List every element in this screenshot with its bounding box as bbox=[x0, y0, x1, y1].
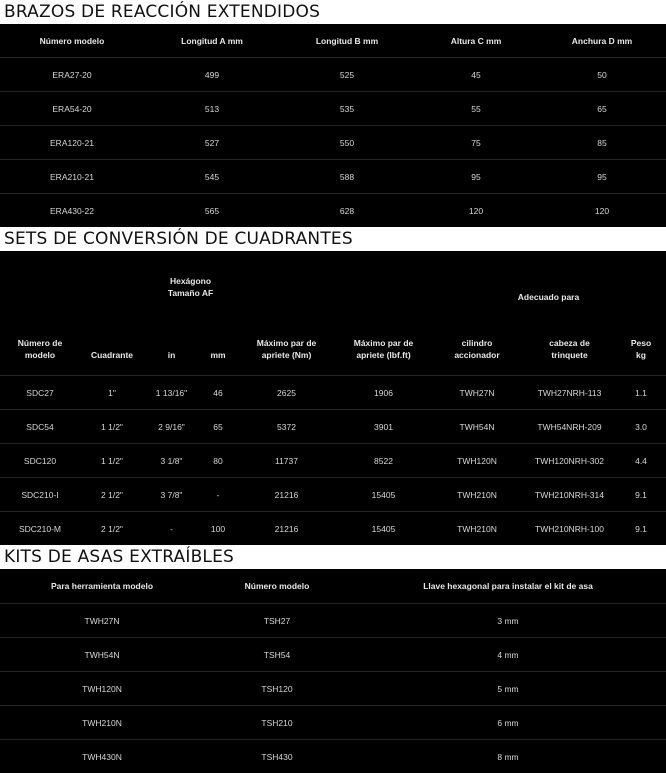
cell: TSH27 bbox=[204, 604, 350, 638]
cell: 46 bbox=[199, 376, 237, 410]
cell: 80 bbox=[199, 444, 237, 478]
cell: TWH120N bbox=[431, 444, 523, 478]
cell: TWH210N bbox=[431, 512, 523, 546]
col-header-height-c: Altura C mm bbox=[414, 24, 538, 58]
cell: 5372 bbox=[237, 410, 336, 444]
cell: 100 bbox=[199, 512, 237, 546]
cell: 565 bbox=[144, 194, 280, 228]
cell: 545 bbox=[144, 160, 280, 194]
col-header-max-torque-lbft: Máximo par de apriete (lbf.ft) bbox=[336, 323, 431, 376]
cell: SDC27 bbox=[0, 376, 80, 410]
cell: TSH120 bbox=[204, 672, 350, 706]
cell: 3 mm bbox=[350, 604, 666, 638]
cell: 15405 bbox=[336, 512, 431, 546]
col-header-model: Número de modelo bbox=[0, 323, 80, 376]
cell: 65 bbox=[538, 92, 666, 126]
col-header-hex-key: Llave hexagonal para instalar el kit de asa bbox=[350, 569, 666, 604]
cell: ERA54-20 bbox=[0, 92, 144, 126]
cell: 513 bbox=[144, 92, 280, 126]
reaction-arms-table bbox=[0, 24, 666, 227]
col-header-drive: Cuadrante bbox=[80, 323, 144, 376]
table-row bbox=[0, 194, 666, 228]
group-hex-line1: Hexágono bbox=[170, 276, 211, 286]
cell: 628 bbox=[280, 194, 414, 228]
section-title-removable-handle-kits: KITS DE ASAS EXTRAÍBLES bbox=[0, 545, 666, 569]
cell: TWH54N bbox=[431, 410, 523, 444]
cell: 3901 bbox=[336, 410, 431, 444]
section-title-reaction-arms: BRAZOS DE REACCIÓN EXTENDIDOS bbox=[0, 0, 666, 24]
table-row bbox=[0, 478, 666, 512]
handle-kits-table bbox=[0, 569, 666, 773]
cell: 535 bbox=[280, 92, 414, 126]
cell: 1906 bbox=[336, 376, 431, 410]
cell: 525 bbox=[280, 58, 414, 92]
cell: 50 bbox=[538, 58, 666, 92]
cell: 1" bbox=[80, 376, 144, 410]
cell: 6 mm bbox=[350, 706, 666, 740]
cell: ERA120-21 bbox=[0, 126, 144, 160]
cell: 3.0 bbox=[616, 410, 666, 444]
cell: 1 13/16" bbox=[144, 376, 199, 410]
col-header-weight: Peso kg bbox=[616, 323, 666, 376]
col-header-ratchet-head: cabeza de trinquete bbox=[523, 323, 616, 376]
table-row bbox=[0, 672, 666, 706]
table-row bbox=[0, 376, 666, 410]
cell: 45 bbox=[414, 58, 538, 92]
cell: TWH210NRH-100 bbox=[523, 512, 616, 546]
cell: SDC210-M bbox=[0, 512, 80, 546]
col-header-length-a: Longitud A mm bbox=[144, 24, 280, 58]
cell: 3 7/8" bbox=[144, 478, 199, 512]
cell: 2 1/2" bbox=[80, 512, 144, 546]
cell: ERA27-20 bbox=[0, 58, 144, 92]
section-title-drive-conversion-sets: SETS DE CONVERSIÓN DE CUADRANTES bbox=[0, 227, 666, 251]
table-row bbox=[0, 604, 666, 638]
cell: 3 1/8" bbox=[144, 444, 199, 478]
cell: 95 bbox=[414, 160, 538, 194]
col-header-model-number: Número modelo bbox=[204, 569, 350, 604]
cell: 499 bbox=[144, 58, 280, 92]
cell: ERA430-22 bbox=[0, 194, 144, 228]
table-row bbox=[0, 58, 666, 92]
cell: 4.4 bbox=[616, 444, 666, 478]
cell: 2625 bbox=[237, 376, 336, 410]
group-header-suitable-for: Adecuado para bbox=[431, 251, 666, 323]
col-header-drive-cylinder: cilindro accionador bbox=[431, 323, 523, 376]
cell: 9.1 bbox=[616, 478, 666, 512]
group-hex-line2: Tamaño AF bbox=[168, 288, 213, 298]
cell: 21216 bbox=[237, 512, 336, 546]
cell: 85 bbox=[538, 126, 666, 160]
cell: SDC210-I bbox=[0, 478, 80, 512]
cell: TWH120N bbox=[0, 672, 204, 706]
cell: - bbox=[199, 478, 237, 512]
table-row bbox=[0, 410, 666, 444]
cell: - bbox=[144, 512, 199, 546]
cell: SDC54 bbox=[0, 410, 80, 444]
cell: 588 bbox=[280, 160, 414, 194]
cell: TWH54NRH-209 bbox=[523, 410, 616, 444]
cell: 1 1/2" bbox=[80, 444, 144, 478]
cell: 2 1/2" bbox=[80, 478, 144, 512]
table-row bbox=[0, 638, 666, 672]
cell: 120 bbox=[538, 194, 666, 228]
cell: TWH120NRH-302 bbox=[523, 444, 616, 478]
cell: 120 bbox=[414, 194, 538, 228]
cell: 4 mm bbox=[350, 638, 666, 672]
cell: 55 bbox=[414, 92, 538, 126]
cell: TWH210NRH-314 bbox=[523, 478, 616, 512]
cell: SDC120 bbox=[0, 444, 80, 478]
table-row bbox=[0, 92, 666, 126]
table-row bbox=[0, 512, 666, 546]
col-header-max-torque-nm: Máximo par de apriete (Nm) bbox=[237, 323, 336, 376]
col-header-width-d: Anchura D mm bbox=[538, 24, 666, 58]
cell: TSH430 bbox=[204, 740, 350, 773]
group-header-hex bbox=[144, 251, 237, 323]
cell: TWH27N bbox=[431, 376, 523, 410]
cell: TSH54 bbox=[204, 638, 350, 672]
cell: 11737 bbox=[237, 444, 336, 478]
drive-conversion-table bbox=[0, 251, 666, 545]
table-row bbox=[0, 126, 666, 160]
cell: 527 bbox=[144, 126, 280, 160]
cell: 21216 bbox=[237, 478, 336, 512]
cell: 95 bbox=[538, 160, 666, 194]
cell: 75 bbox=[414, 126, 538, 160]
cell: TWH27N bbox=[0, 604, 204, 638]
cell: 8522 bbox=[336, 444, 431, 478]
table-row bbox=[0, 706, 666, 740]
cell: TWH210N bbox=[431, 478, 523, 512]
cell: 65 bbox=[199, 410, 237, 444]
col-header-model: Número modelo bbox=[0, 24, 144, 58]
cell: TWH54N bbox=[0, 638, 204, 672]
cell: 5 mm bbox=[350, 672, 666, 706]
col-header-mm: mm bbox=[199, 323, 237, 376]
cell: 9.1 bbox=[616, 512, 666, 546]
cell: 550 bbox=[280, 126, 414, 160]
col-header-for-tool-model: Para herramienta modelo bbox=[0, 569, 204, 604]
cell: TWH27NRH-113 bbox=[523, 376, 616, 410]
cell: TWH430N bbox=[0, 740, 204, 773]
cell: 15405 bbox=[336, 478, 431, 512]
cell: 2 9/16" bbox=[144, 410, 199, 444]
table-row bbox=[0, 444, 666, 478]
cell: TWH210N bbox=[0, 706, 204, 740]
cell: ERA210-21 bbox=[0, 160, 144, 194]
table-row bbox=[0, 740, 666, 773]
cell: 1.1 bbox=[616, 376, 666, 410]
table-row bbox=[0, 160, 666, 194]
cell: TSH210 bbox=[204, 706, 350, 740]
col-header-in: in bbox=[144, 323, 199, 376]
col-header-length-b: Longitud B mm bbox=[280, 24, 414, 58]
cell: 8 mm bbox=[350, 740, 666, 773]
cell: 1 1/2" bbox=[80, 410, 144, 444]
